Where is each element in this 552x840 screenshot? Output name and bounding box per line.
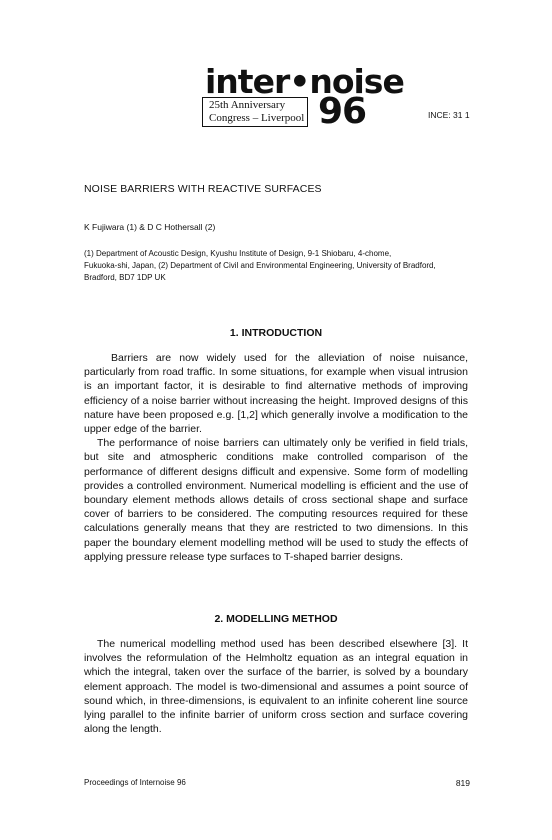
section-heading: 2. MODELLING METHOD bbox=[214, 613, 338, 625]
conference-year: 96 bbox=[318, 91, 367, 132]
anniversary-box bbox=[202, 97, 308, 127]
paragraph: The numerical modelling method used has been described elsewhere [3]. It involves the reformulation of the Helmholtz equation as an integral equation in which the integral, taken over the surface of the barrier, is solved by a boundary element approach. The model is two-dimensional and assumes a point source of sound which, in three-dimensions, is equivalent to an infinite coherent line source lying parallel to the infinite barrier of uniform cross section and surface covering along the length. bbox=[84, 638, 468, 736]
affiliation-line: Fukuoka-shi, Japan, (2) Department of Civil and Environmental Engineering, University of Bradford, bbox=[84, 261, 436, 270]
affiliation-line: Bradford, BD7 1DP UK bbox=[84, 273, 166, 282]
paragraph: The performance of noise barriers can ultimately only be verified in field trials, but site and atmospheric conditions make controlled comparison of the performance of different designs difficult and expensive. Some form of modelling provides a controlled environment. Numerical modelling is efficient and the use of boundary element methods allows details of cross sectional shape and surface cover of barriers to be considered. The computing resources required for these calculations generally means that they are restricted to two dimensions. In this paper the boundary element modelling method will be used to study the effects of applying pressure release type surfaces to T-shaped barrier designs. bbox=[84, 437, 468, 563]
affiliations bbox=[84, 248, 484, 284]
section-heading: 1. INTRODUCTION bbox=[229, 327, 323, 339]
authors: K Fujiwara (1) & D C Hothersall (2) bbox=[84, 222, 216, 232]
reference-code: INCE: 31 1 bbox=[428, 110, 470, 120]
anniversary-line-1: 25th Anniversary bbox=[209, 99, 286, 111]
paragraph: Barriers are now widely used for the alleviation of noise nuisance, particularly from road traffic. In some situations, for example when visual intrusion is an important factor, it is desirable to find alternative methods of improving efficiency of a noise barrier without increasing the height. Improved designs of this nature have been proposed e.g. [1,2] which generally involve a modification to the upper edge of the barrier. bbox=[84, 352, 468, 436]
anniversary-line-2: Congress – Liverpool bbox=[209, 111, 305, 124]
conference-logo: inter•noise bbox=[205, 62, 404, 101]
paper-title: NOISE BARRIERS WITH REACTIVE SURFACES bbox=[84, 183, 322, 195]
page-number: 819 bbox=[455, 778, 470, 788]
footer-proceedings: Proceedings of Internoise 96 bbox=[84, 778, 186, 787]
section-body bbox=[84, 637, 468, 736]
affiliation-line: (1) Department of Acoustic Design, Kyushu Institute of Design, 9-1 Shiobaru, 4-chome, bbox=[84, 249, 392, 258]
section-body bbox=[84, 351, 468, 564]
